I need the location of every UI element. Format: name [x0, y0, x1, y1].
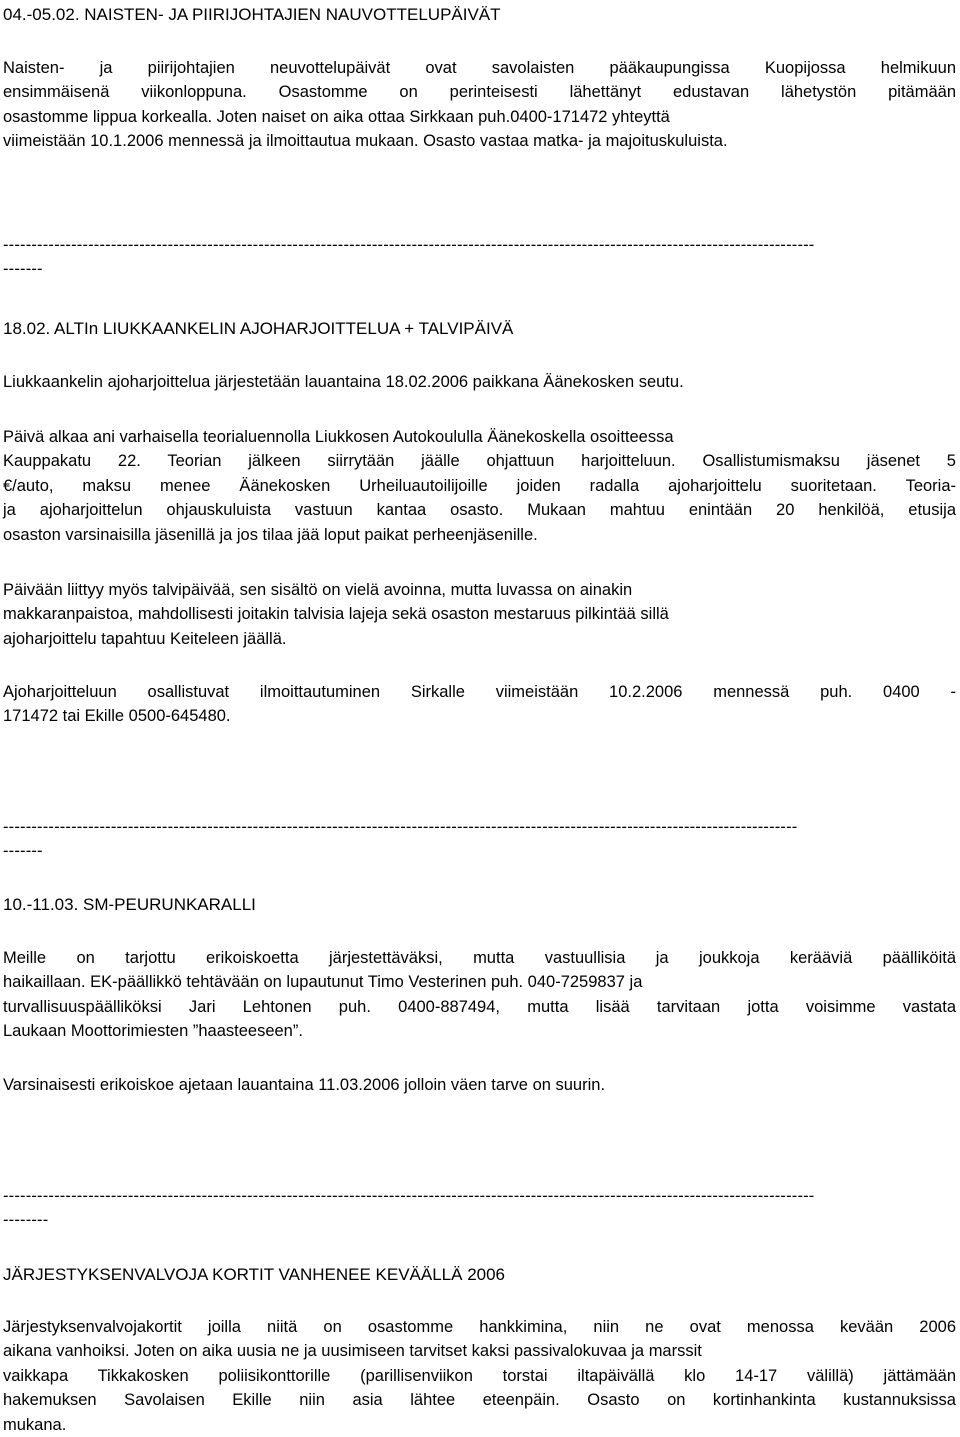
paragraph — [3, 1073, 956, 1097]
text-line: Ajoharjoitteluun osallistuvat ilmoittautuminen Sirkalle viimeistään 10.2.2006 mennessä puh. 0400 - — [3, 683, 956, 701]
text-line: ensimmäisenä viikonloppuna. Osastomme on perinteisesti lähettänyt edustavan lähetystön pitämään — [3, 83, 956, 102]
section-title: 18.02. ALTIn LIUKKAANKELIN AJOHARJOITTELUA + TALVIPÄIVÄ — [3, 319, 514, 338]
section-peurunkaralli — [3, 893, 956, 917]
text-line: Kauppakatu 22. Teorian jälkeen siirrytään jäälle ohjattuun harjoitteluun. Osallistumismaksu jäsenet 5 — [3, 452, 956, 471]
paragraph — [3, 1315, 956, 1437]
paragraph — [3, 56, 956, 154]
text-line: Päivään liittyy myös talvipäivää, sen sisältö on vielä avoinna, mutta luvassa on ainakin — [3, 581, 633, 599]
separator-line: ------- — [3, 260, 43, 279]
text-line: osastomme lippua korkealla. Joten naiset on aika ottaa Sirkkaan puh.0400-171472 yhteyttä — [3, 107, 670, 126]
separator-line: ----------------------------------------------------------------------------------------------------------------------------------------------- — [3, 236, 815, 254]
text-line: Laukaan Moottorimiesten ”haasteeseen”. — [3, 1022, 303, 1041]
paragraph — [3, 425, 956, 547]
text-line: Varsinaisesti erikoiskoe ajetaan lauantaina 11.03.2006 jolloin väen tarve on suurin. — [3, 1076, 606, 1094]
text-line: Järjestyksenvalvojakortit joilla niitä on osastomme hankkimina, niin ne ovat menossa kevään 2006 — [3, 1318, 956, 1336]
text-line: aikana vanhoiksi. Joten on aika uusia ne ja uusimiseen tarvitset kaksi passivalokuvaa ja marssit — [3, 1342, 702, 1361]
separator-line: ------- — [3, 842, 43, 861]
text-line: mukana. — [3, 1415, 67, 1434]
text-line: vaikkapa Tikkakosken poliisikonttorille (parillisenviikon torstai iltapäivällä klo 14-17 välillä) jättämään — [3, 1366, 956, 1385]
text-line: hakemuksen Savolaisen Ekille niin asia lähtee eteenpäin. Osasto on kortinhankinta kustannuksissa — [3, 1391, 956, 1410]
paragraph — [3, 370, 956, 394]
text-line: viimeistään 10.1.2006 mennessä ja ilmoittautua mukaan. Osasto vastaa matka- ja majoituskuluista. — [3, 132, 728, 151]
paragraph — [3, 680, 956, 729]
text-line: ajoharjoittelu tapahtuu Keiteleen jäällä. — [3, 629, 287, 648]
text-line: Meille on tarjottu erikoiskoetta järjestettäväksi, mutta vastuullisia ja joukkoja kerääviä päälliköitä — [3, 949, 956, 967]
text-line: makkaranpaistoa, mahdollisesti joitakin talvisia lajeja sekä osaston mestaruus pilkintää sillä — [3, 605, 669, 624]
section-title: 10.-11.03. SM-PEURUNKARALLI — [3, 895, 256, 914]
text-line: Liukkaankelin ajoharjoittelua järjestetään lauantaina 18.02.2006 paikkana Äänekosken seutu. — [3, 373, 684, 391]
separator-line: -------------------------------------------------------------------------------------------------------------------------------------------- — [3, 818, 798, 836]
separator — [3, 233, 956, 282]
section-title: 04.-05.02. NAISTEN- JA PIIRIJOHTAJIEN NAUVOTTELUPÄIVÄT — [3, 5, 501, 24]
text-line: turvallisuuspäälliköksi Jari Lehtonen puh. 0400-887494, mutta lisää tarvitaan jotta voisimme vastata — [3, 997, 956, 1016]
text-line: osaston varsinaisilla jäsenillä ja jos tilaa jää loput paikat perheenjäsenille. — [3, 525, 538, 544]
separator-line: ----------------------------------------------------------------------------------------------------------------------------------------------- — [3, 1187, 815, 1205]
separator — [3, 1184, 956, 1233]
text-line: 171472 tai Ekille 0500-645480. — [3, 707, 231, 726]
text-line: Päivä alkaa ani varhaisella teorialuennolla Liukkosen Autokoululla Äänekoskella osoitteessa — [3, 428, 674, 446]
text-line: haikaillaan. EK-päällikkö tehtävään on lupautunut Timo Vesterinen puh. 040-7259837 ja — [3, 973, 643, 992]
paragraph — [3, 946, 956, 1044]
separator-line: -------- — [3, 1211, 49, 1230]
section-liukkaankelin-ajoharjoittelu — [3, 317, 956, 341]
section-title: JÄRJESTYKSENVALVOJA KORTIT VANHENEE KEVÄÄLLÄ 2006 — [3, 1265, 506, 1284]
section-jarjestyksenvalvoja-kortit — [3, 1263, 956, 1287]
section-naisten-neuvottelupaivat — [3, 3, 956, 27]
separator — [3, 815, 956, 864]
text-line: ja ajoharjoittelun ohjauskuluista vastuun kantaa osasto. Mukaan mahtuu enintään 20 henkilöä, etusija — [3, 501, 956, 520]
text-line: €/auto, maksu menee Äänekosken Urheiluautoilijoille joiden radalla ajoharjoittelu suoritetaan. Teoria- — [3, 476, 956, 495]
text-line: Naisten- ja piirijohtajien neuvottelupäivät ovat savolaisten pääkaupungissa Kuopijossa helmikuun — [3, 59, 956, 77]
paragraph — [3, 578, 956, 651]
